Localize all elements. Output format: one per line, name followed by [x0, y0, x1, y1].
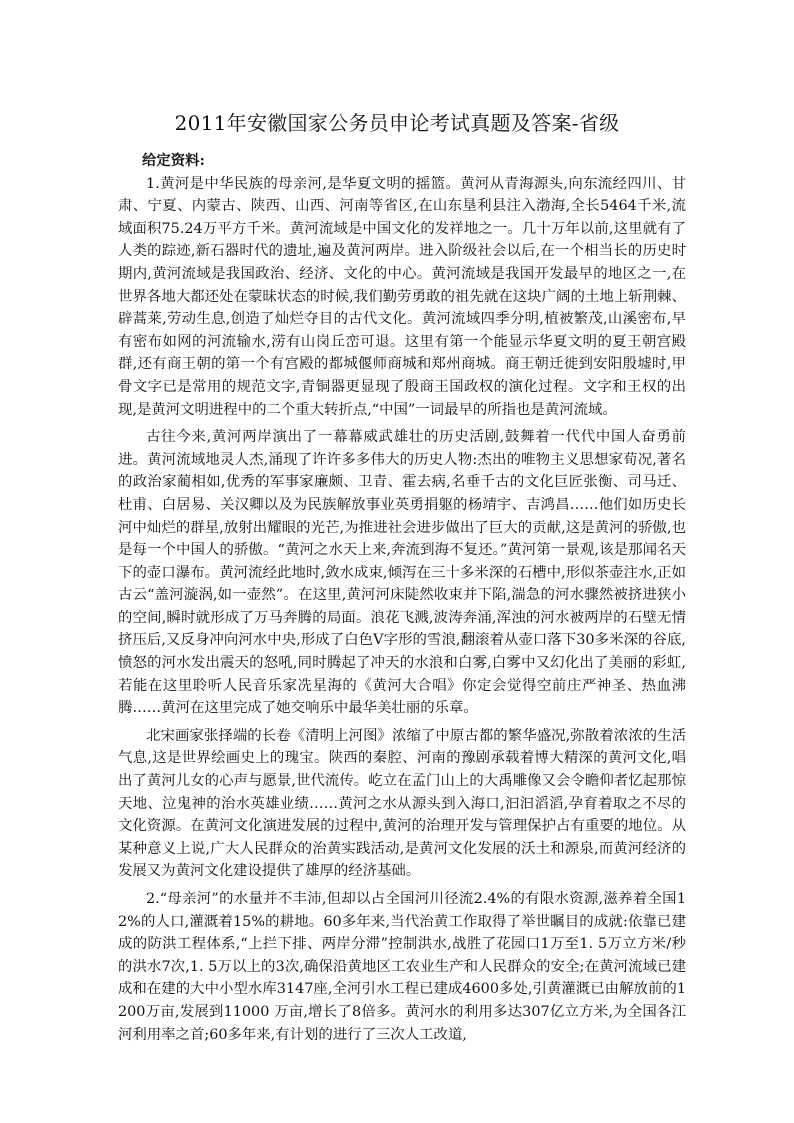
paragraph: 北宋画家张择端的长卷《清明上河图》浓缩了中原古都的繁华盛况,弥散着浓浓的生活气息,这是世界绘画史上的瑰宝。陕西的秦腔、河南的豫剧承载着博大精深的黄河文化,唱出了黄河儿女的心声与愿景,世代流传。屹立在孟门山上的大禹雕像又会令瞻仰者忆起那惊天地、泣鬼神的治水英雄业绩……黄河之水从源头到入海口,汩汩滔滔,孕育着取之不尽的文化资源。在黄河文化演进发展的过程中,黄河的治理开发与管理保护占有重要的地位。从某种意义上说,广大人民群众的治黄实践活动,是黄河文化发展的沃土和源泉,而黄河经济的发展又为黄河文化建设提供了雄厚的经济基础。 [118, 727, 686, 880]
document-body [118, 150, 686, 1046]
paragraph: 1.黄河是中华民族的母亲河,是华夏文明的摇篮。黄河从青海源头,向东流经四川、甘肃、宁夏、内蒙古、陕西、山西、河南等省区,在山东垦利县注入渤海,全长5464千米,流域面积75.24万平方千米。黄河流域是中国文化的发祥地之一。几十万年以前,这里就有了人类的踪迹,新石器时代的遗址,遍及黄河两岸。进入阶级社会以后,在一个相当长的历史时期内,黄河流域是我国政治、经济、文化的中心。黄河流域是我国开发最早的地区之一,在世界各地大都还处在蒙昧状态的时候,我们勤劳勇敢的祖先就在这块广阔的土地上斩荆棘、辟蒿莱,劳动生息,创造了灿烂夺目的古代文化。黄河流域四季分明,植被繁茂,山溪密布,早有密布如网的河流输水,涝有山岗丘峦可退。这里有第一个能显示华夏文明的夏王朝宫殿群,还有商王朝的第一个有宫殿的都城偃师商城和郑州商城。商王朝迁徙到安阳殷墟时,甲骨文字已是常用的规范文字,青铜器更显现了殷商王国政权的演化过程。文字和王权的出现,是黄河文明进程中的二个重大转折点,“中国”一词最早的所指也是黄河流域。 [118, 175, 686, 418]
document-title: 2011年安徽国家公务员申论考试真题及答案-省级 [174, 111, 620, 135]
paragraph: 2.“母亲河”的水量并不丰沛,但却以占全国河川径流2.4%的有限水资源,滋养着全国12%的人口,灌溉着15%的耕地。60多年来,当代治黄工作取得了举世瞩目的成就:依靠已建成的防洪工程体系,“上拦下排、两岸分滞”控制洪水,战胜了花园口1万至1. 5万立方米/秒的洪水7次,1. 5万以上的3次,确保沿黄地区工农业生产和人民群众的安全;在黄河流域已建成和在建的大中小型水库3147座,全河引水工程已建成4600多处,引黄灌溉已由解放前的1200万亩,发展到11000 万亩,增长了8倍多。黄河水的利用多达307亿立方米,为全国各江河利用率之首;60多年来,有计划的进行了三次人工改道, [118, 891, 686, 1043]
paragraph: 古往今来,黄河两岸演出了一幕幕威武雄壮的历史活剧,鼓舞着一代代中国人奋勇前进。黄河流域地灵人杰,涌现了许许多多伟大的历史人物:杰出的唯物主义思想家荀况,著名的政治家蔺相如,优秀的军事家廉颇、卫青、霍去病,名垂千古的文化巨匠张衡、司马迁、杜甫、白居易、关汉卿以及为民族解放事业英勇捐躯的杨靖宇、吉鸿昌……他们如历史长河中灿烂的群星,放射出耀眼的光芒,为推进社会进步做出了巨大的贡献,这是黄河的骄傲,也是每一个中国人的骄傲。“黄河之水天上来,奔流到海不复还。”黄河第一景观,该是那闻名天下的壶口瀑布。黄河流经此地时,敛水成束,倾泻在三十多米深的石槽中,形似茶壶注水,正如古云“盖河漩涡,如一壶然”。在这里,黄河河床陡然收束并下陷,湍急的河水骤然被挤进狭小的空间,瞬时就形成了万马奔腾的局面。浪花飞溅,波涛奔涌,浑浊的河水被两岸的石壁无情挤压后,又反身冲向河水中央,形成了白色V字形的雪浪,翻滚着从壶口落下30多米深的谷底,愤怒的河水发出震天的怒吼,同时腾起了冲天的水浪和白雾,白雾中又幻化出了美丽的彩虹,若能在这里聆听人民音乐家冼星海的《黄河大合唱》你定会觉得空前庄严神圣、热血沸腾……黄河在这里完成了她交响乐中最华美壮丽的乐章。 [118, 429, 686, 717]
section-label: 给定资料: [142, 152, 205, 169]
